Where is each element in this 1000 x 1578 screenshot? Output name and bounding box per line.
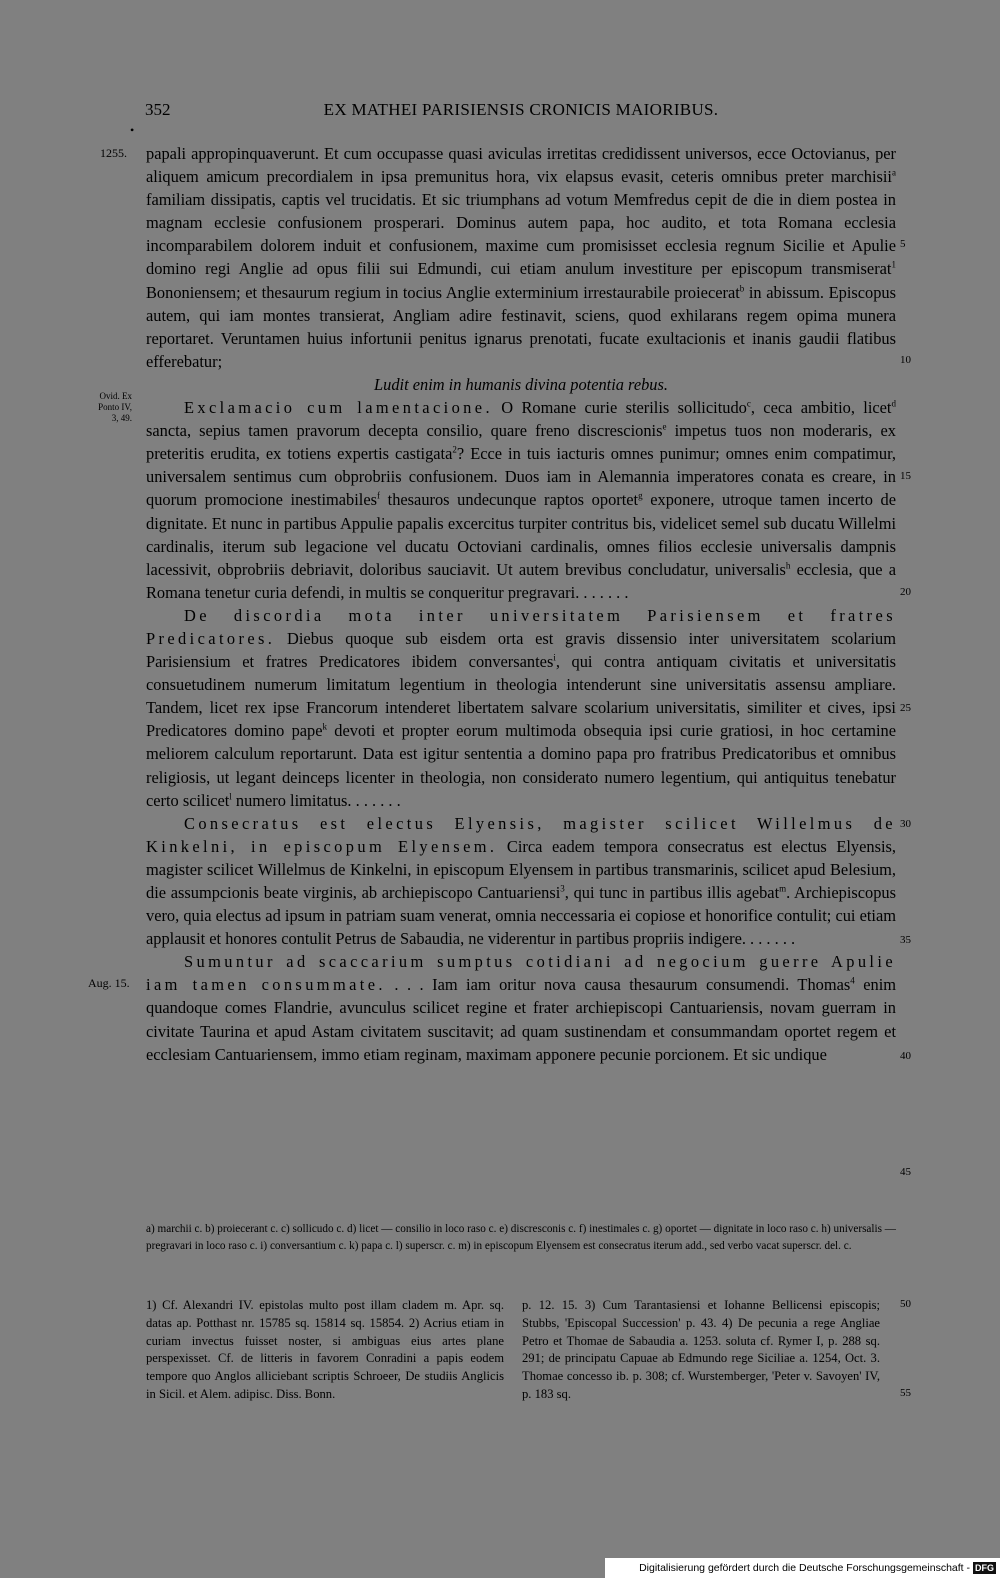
line-number: 35 bbox=[900, 934, 911, 946]
margin-year: 1255. bbox=[100, 146, 127, 160]
line-number: 25 bbox=[900, 702, 911, 714]
apparatus-ref: g bbox=[638, 490, 643, 501]
paragraph-sumuntur bbox=[146, 950, 896, 1065]
margin-citation-line-3: 3, 49. bbox=[111, 413, 132, 423]
footnotes-left: 1) Cf. Alexandri IV. epistolas multo post illam cladem m. Apr. sq. datas ap. Potthast nr. 15785 sq. 15814 sq. 15854. 2) Acrius etiam in curiam invectus fuisset noster, si ambiguas eius artes plane perspexisset. Cf. de litteris in favorem Conradini a papis eodem tempore quo Anglos alliciebant scriptis Schroeer, De studiis Anglicis in Sicil. et Alem. adipisc. Diss. Bonn. bbox=[146, 1298, 504, 1401]
text-run: ecclesia, que a Romana tenetur curia defendi, in multis se conqueritur pregravari. . . . . . . bbox=[146, 559, 896, 602]
apparatus-ref: m bbox=[779, 883, 787, 894]
section-heading: Consecratus est electus Elyensis, magister scilicet Willelmus de Kinkelni, in episcopum Elyensem. bbox=[146, 813, 896, 856]
apparatus-ref: d bbox=[891, 398, 896, 409]
paragraph-consecratus bbox=[146, 812, 896, 951]
apparatus-ref: h bbox=[785, 560, 791, 571]
line-number: 5 bbox=[900, 238, 906, 250]
margin-citation-line-2: Ponto IV, bbox=[98, 402, 132, 412]
line-number: 55 bbox=[900, 1387, 911, 1399]
footer-credit: Digitalisierung gefördert durch die Deutsche Forschungsgemeinschaft - bbox=[639, 1562, 970, 1574]
margin-mark: • bbox=[130, 123, 135, 137]
page-number: 352 bbox=[145, 100, 171, 119]
verse-quote: Ludit enim in humanis divina potentia rebus. bbox=[374, 374, 668, 394]
text-run: Diebus quoque sub eisdem orta est gravis dissensio inter universitatem scolarium Parisiensium et fratres Predicatores ibidem conversantes bbox=[146, 628, 896, 672]
section-heading: Exclamacio cum lamentacione. bbox=[184, 398, 493, 418]
apparatus-ref: l bbox=[229, 791, 232, 802]
text-run: numero limitatus. . . . . . . bbox=[231, 790, 401, 810]
text-run: O Romane curie sterilis sollicitudo bbox=[492, 398, 747, 418]
text-run: papali appropinquaverunt. Et cum occupasse quasi aviculas irretitas credidissent universos, ecce Octovianus, per aliquem amicum precordialem in ipsa premunitus hora, vix elapsus evasit, ceteris omnibus preter marchisii bbox=[146, 144, 896, 187]
text-run: , ceca ambitio, licet bbox=[750, 398, 892, 418]
text-run: . . . Iam iam oritur nova causa thesaurum consumendi. Thomas bbox=[385, 975, 851, 995]
line-number: 45 bbox=[900, 1166, 911, 1178]
line-number: 50 bbox=[900, 1298, 911, 1310]
text-run: sancta, sepius tamen pravorum decepta consilio, quare freno discrescionis bbox=[146, 421, 663, 441]
main-text bbox=[146, 142, 896, 1066]
text-run: familiam dissipatis, captis vel trucidatis. Et sic triumphans ad votum Memfredus cepit de die in diem postea in magnam ecclesie confusionem prosperari. Dominus autem papa, hoc audito, et tota Romana ecclesia incomparabilem dolorem induit et confusionem, maxime cum promisisset ecclesia regnum Sicilie et Apulie domino regi Anglie ad opus filii sui Edmundi, cui etiam anulum investiture per episcopum transmiserat bbox=[146, 190, 896, 279]
text-run: impetus tuos non moderaris, ex preteritis erudita, ex totiens expertis castigata bbox=[146, 421, 896, 464]
running-title: EX MATHEI PARISIENSIS CRONICIS MAIORIBUS. bbox=[323, 100, 719, 119]
text-run: devoti et propter eorum multimoda obsequia ipsi curie gratiosi, in hoc certamine meliorem calculum reportarunt. Data est igitur sententia a domino papa pro fratribus Predicatoribus et omnibus religiosis, ut legant deinceps licenter in theologia, non considerato numero legentium, qui antiquitus tenebatur certo scilicet bbox=[146, 721, 896, 810]
margin-citation bbox=[84, 391, 132, 424]
paragraph-1 bbox=[146, 142, 896, 373]
footnote-ref: 4 bbox=[850, 975, 855, 986]
apparatus-ref: e bbox=[662, 421, 667, 432]
dfg-logo: DFG bbox=[975, 1563, 994, 1573]
text-run: Circa eadem tempora consecratus est electus Elyensis, magister scilicet Willelmus de Kinkelni, in episcopum Elyensem in partibus transmarinis, scilicet apud Belesium, die assumpcionis beate virginis, ab archiepiscopo Cantuariensi bbox=[146, 836, 896, 902]
apparatus-ref: c bbox=[746, 398, 751, 409]
digitization-footer bbox=[605, 1558, 1000, 1578]
section-heading: Sumuntur ad scaccarium sumptus cotidiani ad negocium guerre Apulie iam tamen consummate. bbox=[146, 952, 896, 995]
margin-citation-line-1: Ovid. Ex bbox=[99, 391, 132, 401]
text-run: in abissum. Episcopus autem, qui iam montes transierat, Angliam adire festinavit, sciens, quod exhilarans regem opima munera reportaret. Veruntamen huius infortunii penitus ignarus prenotati, fucate exultacionis et inanis gaudii flatibus efferebatur; bbox=[146, 282, 896, 371]
apparatus-ref: k bbox=[322, 721, 328, 732]
apparatus-ref: a bbox=[892, 167, 896, 178]
paragraph-exclamacio bbox=[146, 396, 896, 604]
critical-apparatus: a) marchii c. b) proiecerant c. c) sollicudo c. d) licet — consilio in loco raso c. e) discresconis c. f) inestimales c. g) oportet — dignitate in loco raso c. h) universalis — pregravari in loco raso c. i) conversantium c. k) papa c. l) superscr. c. m) in episcopum Elyensem est consecratus iterum add., sed verbo vacat superscr. del. c. bbox=[146, 1223, 896, 1252]
line-number: 30 bbox=[900, 818, 911, 830]
text-run: , qui tunc in partibus illis agebat bbox=[564, 883, 780, 902]
margin-date: Aug. 15. bbox=[88, 976, 130, 990]
text-run: exponere, utroque tamen incerto de dignitate. Et nunc in partibus Appulie papalis excercitus turpiter contritus bis, videlicet semel sub ducatu Willelmi cardinalis, iterum sub legacione vel ducatu Octoviani cardinalis, omnes filios ecclesie universalis dampnis lacessivit, obprobriis debriavit, doloribus sauciavit. Ut autem brevibus concludatur, universalis bbox=[146, 490, 897, 579]
apparatus-ref: f bbox=[377, 490, 381, 501]
line-number: 40 bbox=[900, 1050, 911, 1062]
section-heading: De discordia mota inter universitatem Parisiensem et fratres Predicatores. bbox=[146, 605, 896, 648]
apparatus-ref: i bbox=[553, 652, 556, 663]
line-number: 15 bbox=[900, 470, 911, 482]
paragraph-discordia bbox=[146, 604, 896, 812]
line-number: 10 bbox=[900, 354, 911, 366]
text-run: Bononiensem; et thesaurum regium in tocius Anglie exterminium irrestaurabile proiecerat bbox=[146, 282, 740, 302]
text-run: ? Ecce in tuis iacturis omnes punimur; omnes enim compatimur, universalem sentimus cum obprobriis confusionem. Duos iam in Alemannia imperatores conata es creare, in quorum promocione inestimabiles bbox=[146, 444, 897, 510]
text-run: . Archiepiscopus vero, quia electus ad ipsum in patriam suam venerat, omnia neccessaria ei copiose et honorifice contulit; cui etiam applausit et honores contulit Petrus de Sabaudia, ne viderentur in partibus propriis indigere. . . . . . . bbox=[146, 883, 896, 949]
footnote-ref: 3 bbox=[560, 883, 565, 894]
footnotes-right: p. 12. 15. 3) Cum Tarantasiensi et Iohanne Bellicensi episcopis; Stubbs, 'Episcopal Succession' p. 43. 4) De pecunia a rege Angliae Petro et Thomae de Sabaudia a. 1253. soluta cf. Rymer I, p. 288 sq. 291; de principatu Capuae ab Edmundo rege Siciliae a. 1254, Oct. 3. Thomae concesso ib. p. 308; cf. Wurstemberger, 'Peter v. Savoyen' IV, p. 183 sq. bbox=[522, 1298, 880, 1401]
footnote-ref: 1 bbox=[891, 260, 896, 270]
text-run: , qui contra antiquam civitatis et universitatis consuetudinem numerum limitatum legentium in theologia intenderunt sine universitatis assensu ampliare. Tandem, licet rex ipse Francorum intenderet libertatem salvare scolarium universitatis, similiter et cives, ipsi Predicatores domino pape bbox=[146, 652, 896, 741]
line-number: 20 bbox=[900, 586, 911, 598]
apparatus-ref: b bbox=[739, 283, 745, 294]
text-run: thesauros undecunque raptos oportet bbox=[380, 490, 639, 510]
footnote-ref: 2 bbox=[452, 444, 457, 455]
text-run: enim quandoque comes Flandrie, avunculus scilicet regine et frater archiepiscopi Cantuariensis, novam guerram in civitate Taurina et apud Astam civitatem suscitavit; ad quam sustinendam et consummandam oportet regem et ecclesiam Cantuariensem, immo etiam reginam, maximam apponere pecunie porcionem. Et sic undique bbox=[146, 975, 896, 1064]
